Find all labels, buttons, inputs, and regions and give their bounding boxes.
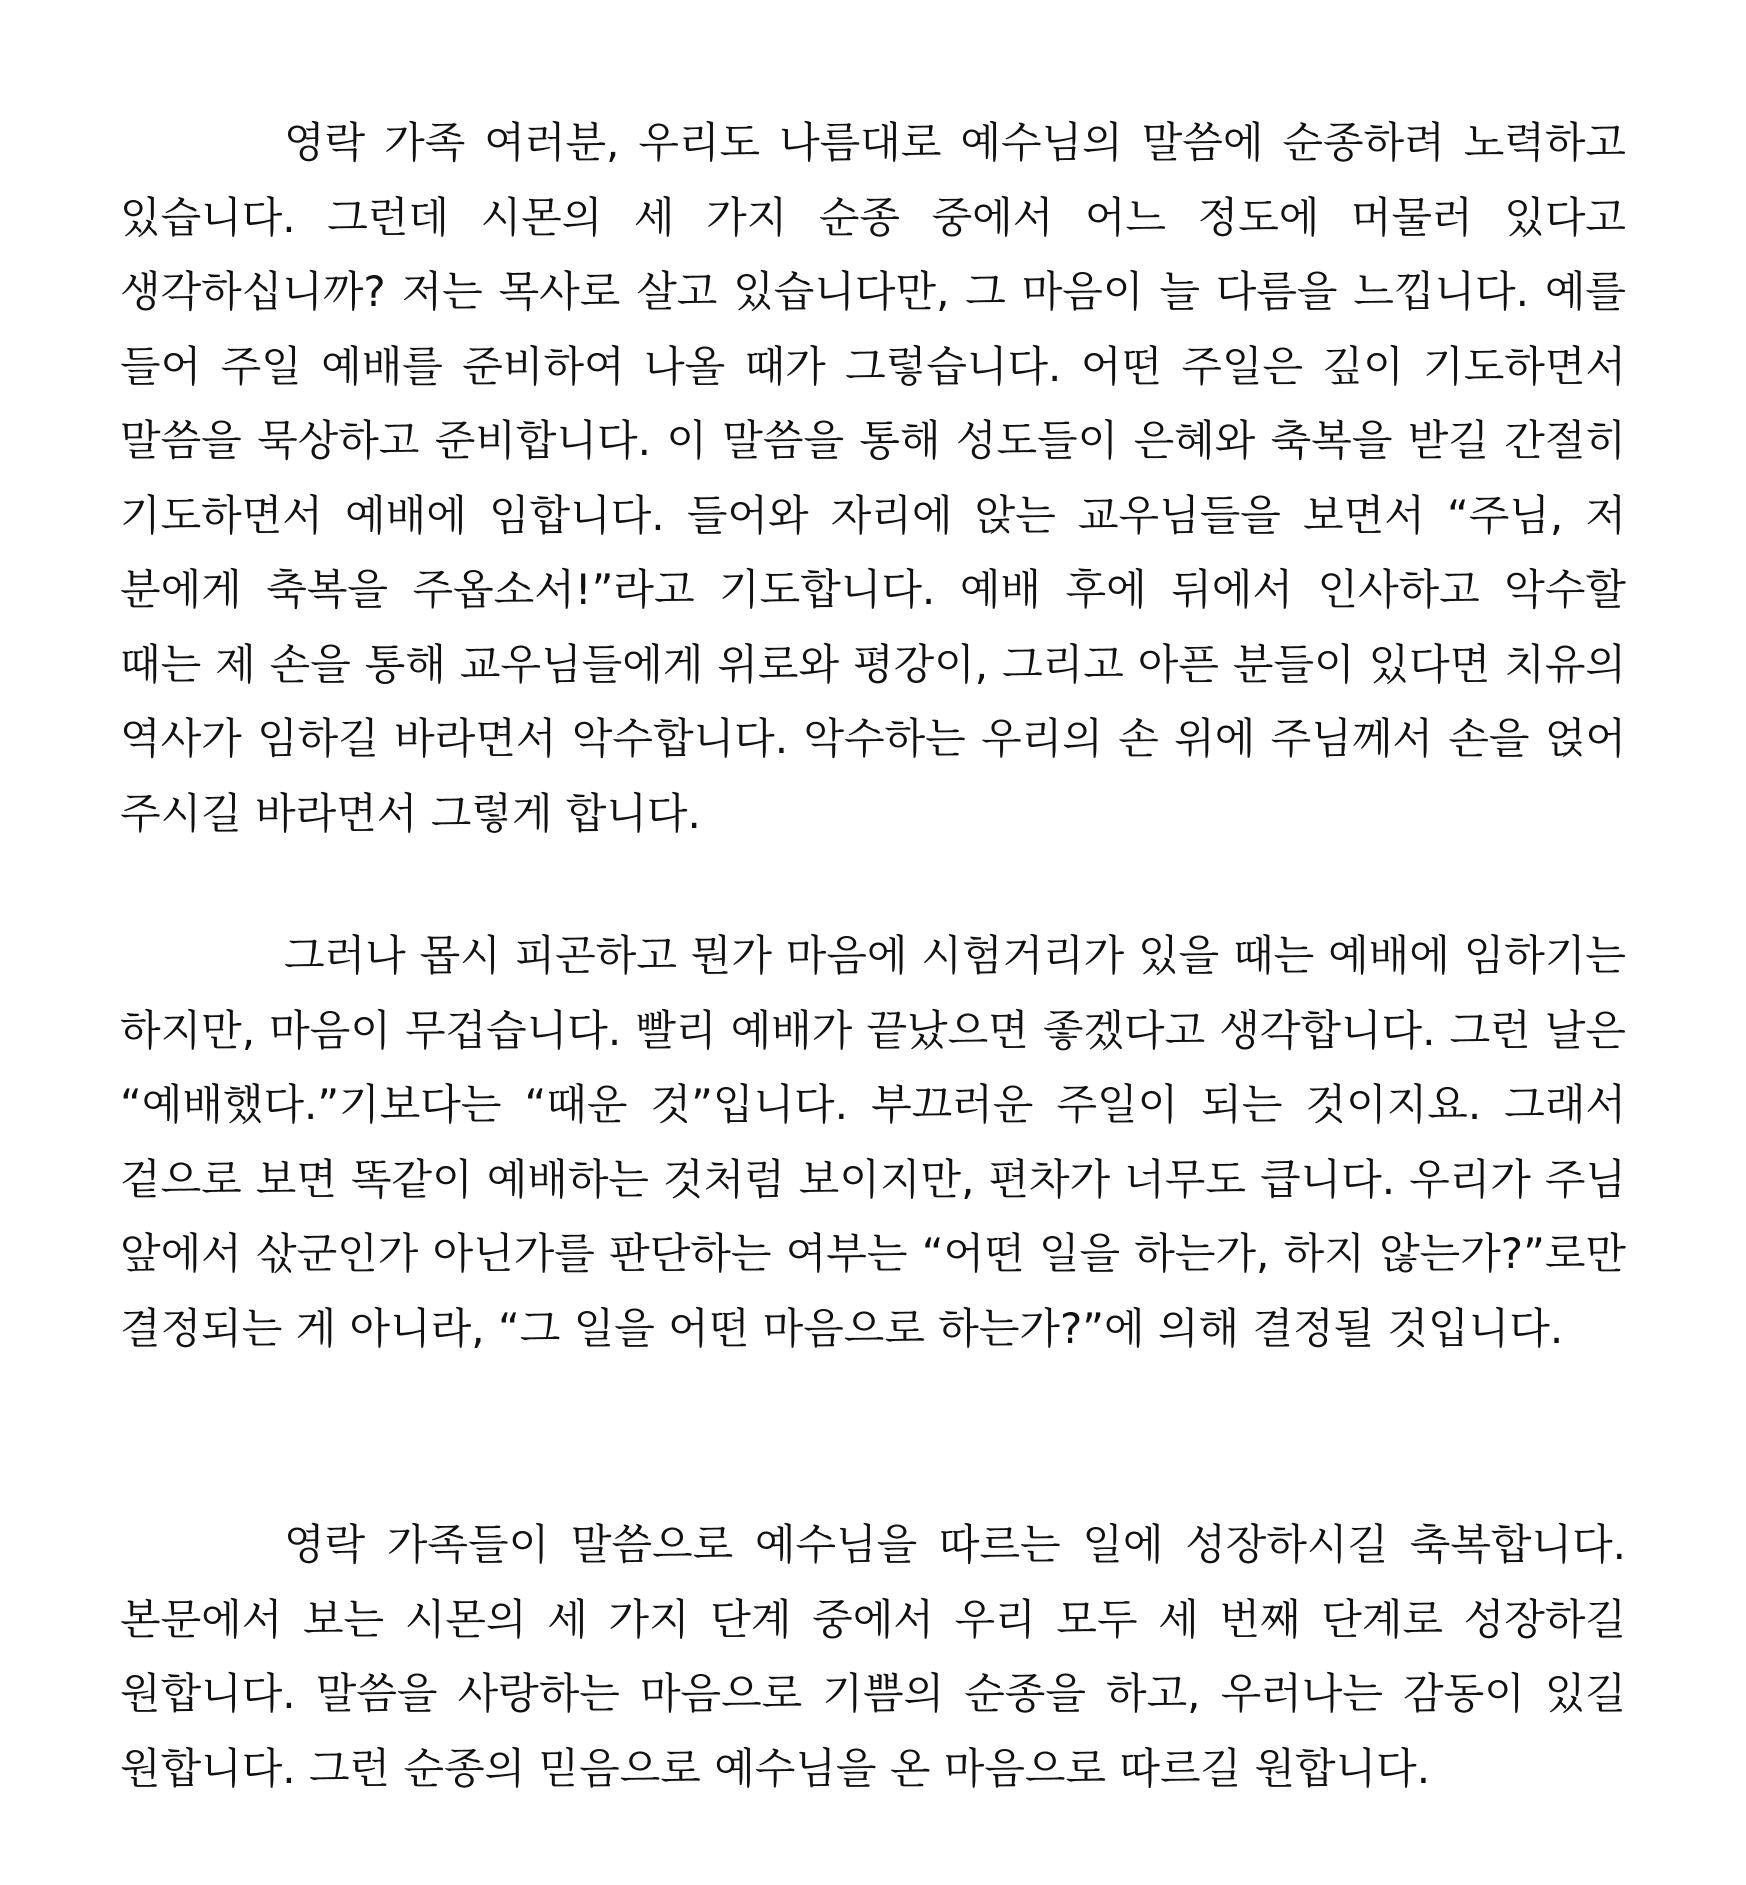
paragraph-1: 영락 가족 여러분, 우리도 나름대로 예수님의 말씀에 순종하려 노력하고 있습니다. 그런데 시몬의 세 가지 순종 중에서 어느 정도에 머물러 있다고 생각하십니까? 저는 목사로 살고 있습니다만, 그 마음이 늘 다름을 느낍니다. 예를 들어 주일 예배를 준비하여 나올 때가 그렇습니다. 어떤 주일은 깊이 기도하면서 말씀을 묵상하고 준비합니다. 이 말씀을 통해 성도들이 은혜와 축복을 받길 간절히 기도하면서 예배에 임합니다. 들어와 자리에 앉는 교우님들을 보면서 “주님, 저 분에게 축복을 주옵소서!”라고 기도합니다. 예배 후에 뒤에서 인사하고 악수할 때는 제 손을 통해 교우님들에게 위로와 평강이, 그리고 아픈 분들이 있다면 치유의 역사가 임하길 바라면서 악수합니다. 악수하는 우리의 손 위에 주님께서 손을 얹어 주시길 바라면서 그렇게 합니다. xyxy=(120,118,1626,838)
paragraph-3: 영락 가족들이 말씀으로 예수님을 따르는 일에 성장하시길 축복합니다. 본문에서 보는 시몬의 세 가지 단계 중에서 우리 모두 세 번째 단계로 성장하길 원합니다. 말씀을 사랑하는 마음으로 기쁨의 순종을 하고, 우러나는 감동이 있길 원합니다. 그런 순종의 믿음으로 예수님을 온 마음으로 따르길 원합니다. xyxy=(120,1520,1626,1793)
paragraph-2: 그러나 몹시 피곤하고 뭔가 마음에 시험거리가 있을 때는 예배에 임하기는 하지만, 마음이 무겁습니다. 빨리 예배가 끝났으면 좋겠다고 생각합니다. 그런 날은 “예배했다.”기보다는 “때운 것”입니다. 부끄러운 주일이 되는 것이지요. 그래서 겉으로 보면 똑같이 예배하는 것처럼 보이지만, 편차가 너무도 큽니다. 우리가 주님 앞에서 삯군인가 아닌가를 판단하는 여부는 “어떤 일을 하는가, 하지 않는가?”로만 결정되는 게 아니라, “그 일을 어떤 마음으로 하는가?”에 의해 결정될 것입니다. xyxy=(120,931,1626,1353)
